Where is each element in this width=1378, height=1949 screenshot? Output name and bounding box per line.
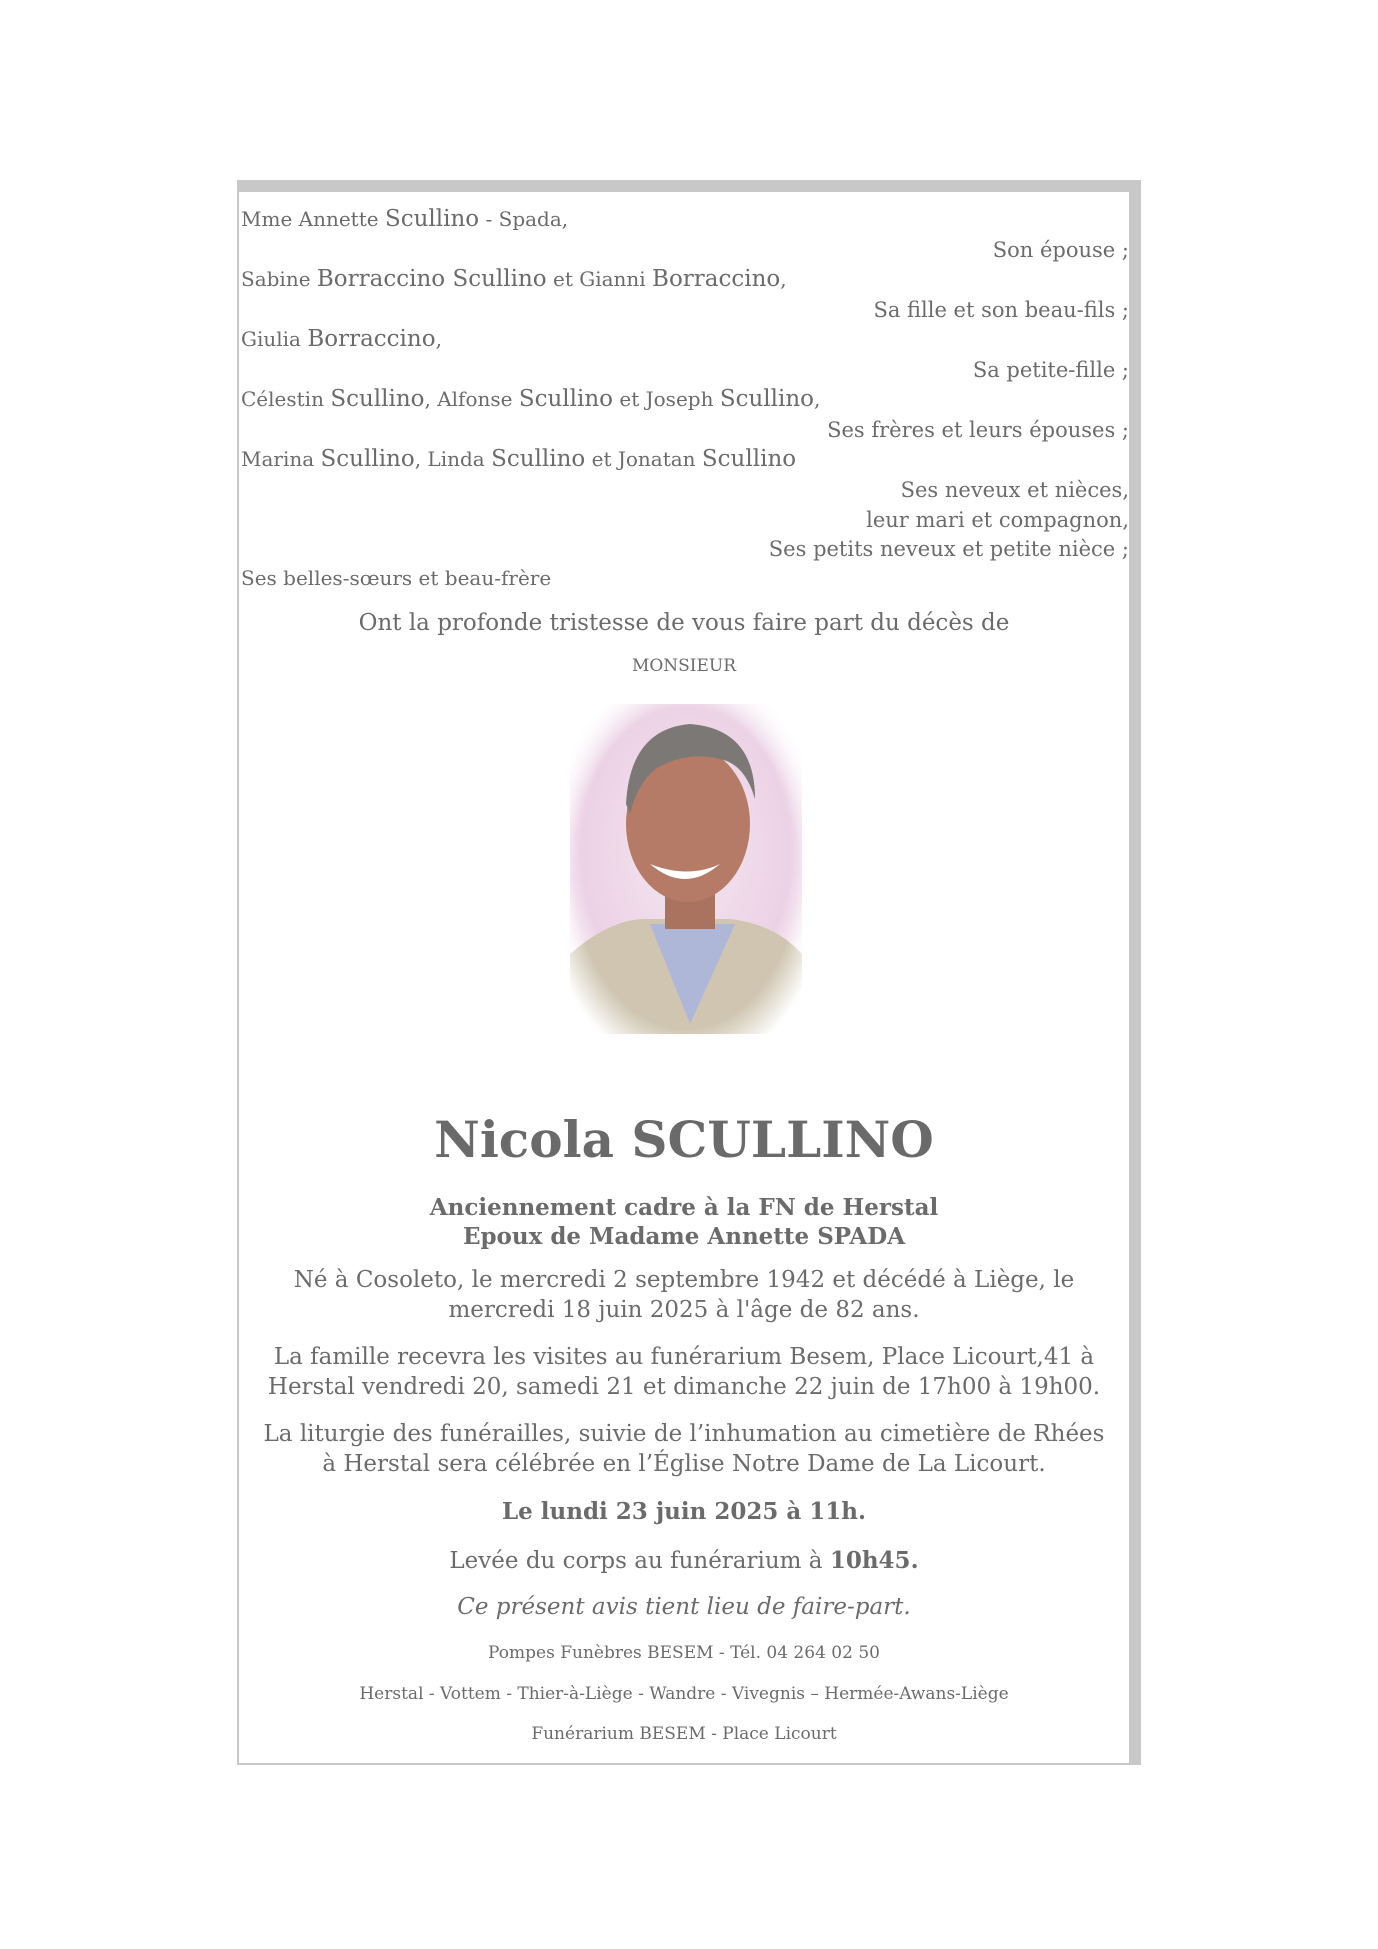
relation-daughter: Sa fille et son beau-fils ;: [873, 298, 1129, 322]
family-line-brothers: Célestin Scullino, Alfonse Scullino et Joseph Scullino,: [241, 386, 821, 412]
funeral-home-contact: Pompes Funèbres BESEM - Tél. 04 264 02 50: [488, 1643, 880, 1663]
portrait-photo: [570, 704, 802, 1034]
birth-death-text: Né à Cosoleto, le mercredi 2 septembre 1942 et décédé à Liège, le mercredi 18 juin 2025 à l'âge de 82 ans.: [293, 1267, 1075, 1323]
spouse-line: Epoux de Madame Annette SPADA: [462, 1223, 906, 1250]
family-line-daughter: Sabine Borraccino Scullino et Gianni Borraccino,: [241, 266, 787, 292]
deceased-name: Nicola SCULLINO: [434, 1110, 934, 1169]
funeral-home-locations: Herstal - Vottem - Thier-à-Liège - Wandre - Vivegnis – Hermée-Awans-Liège: [359, 1684, 1009, 1704]
family-line-wife: Mme Annette Scullino - Spada,: [241, 206, 569, 232]
relation-granddaughter: Sa petite-fille ;: [972, 358, 1129, 382]
family-line-inlaws: Ses belles-sœurs et beau-frère: [241, 566, 552, 590]
relation-wife: Son épouse ;: [992, 238, 1129, 262]
obituary-card: [237, 180, 1141, 1765]
levee-line: Levée du corps au funérarium à 10h45.: [449, 1547, 919, 1574]
funerarium-address: Funérarium BESEM - Place Licourt: [531, 1724, 837, 1744]
family-line-granddaughter: Giulia Borraccino,: [241, 326, 442, 352]
visits-text: La famille recevra les visites au funérarium Besem, Place Licourt,41 à Herstal vendredi 20, samedi 21 et dimanche 22 juin de 17h00 à 19h00.: [267, 1344, 1101, 1400]
announcement: Ont la profonde tristesse de vous faire part du décès de: [358, 610, 1010, 636]
family-line-nephews: Marina Scullino, Linda Scullino et Jonatan Scullino: [241, 446, 797, 472]
honorific: MONSIEUR: [631, 656, 737, 676]
notice-text: Ce présent avis tient lieu de faire-part.: [457, 1594, 911, 1620]
relation-nephews: Ses neveux et nièces,: [900, 478, 1129, 502]
portrait-image: [570, 704, 802, 1034]
relation-grandnephews: Ses petits neveux et petite nièce ;: [768, 537, 1129, 561]
funeral-date: Le lundi 23 juin 2025 à 11h.: [501, 1498, 866, 1525]
relation-brothers: Ses frères et leurs épouses ;: [827, 418, 1129, 442]
former-role: Anciennement cadre à la FN de Herstal: [429, 1194, 939, 1221]
relation-spouses: leur mari et compagnon,: [866, 508, 1129, 532]
liturgy-text: La liturgie des funérailles, suivie de l’inhumation au cimetière de Rhées à Herstal sera célébrée en l’Église Notre Dame de La Licourt.: [263, 1421, 1105, 1477]
